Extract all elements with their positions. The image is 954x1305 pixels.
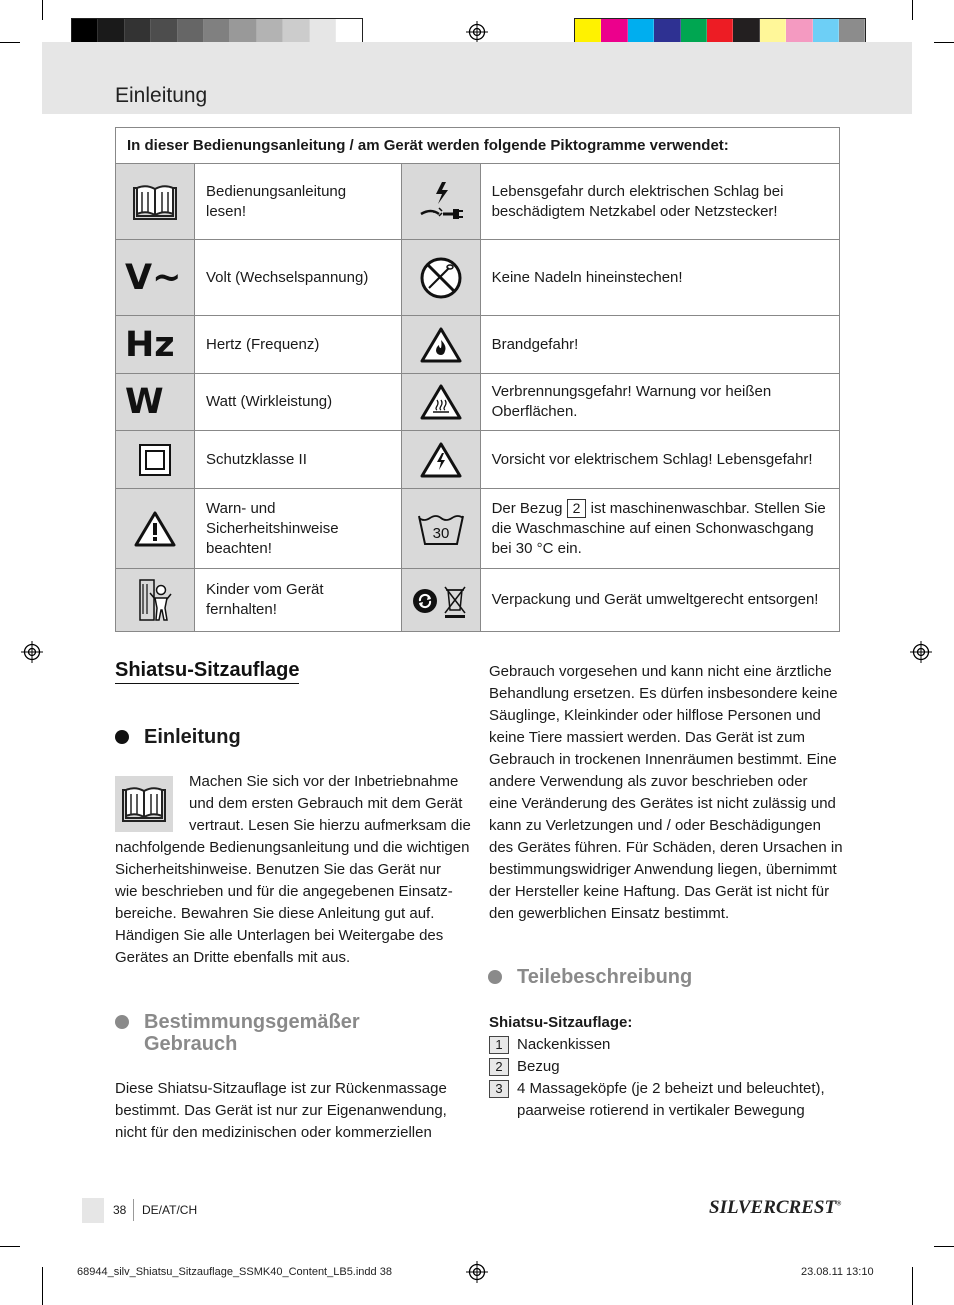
part-number: 2 (489, 1058, 509, 1076)
pictogram-label: Verpackung und Gerät umweltgerecht entsorgen! (480, 569, 839, 632)
section-title: Einleitung (144, 726, 241, 748)
text-line: der Hersteller keine Haftung. Das Gerät ist nicht für (489, 883, 830, 900)
hertz-symbol (116, 316, 195, 374)
watt-symbol (116, 374, 195, 431)
part-label: Bezug (517, 1058, 560, 1075)
crop-mark (934, 42, 954, 43)
part-reference: 2 (567, 499, 587, 518)
crop-mark (0, 42, 20, 43)
pictogram-label: Vorsicht vor elektrischem Schlag! Lebensgefahr! (480, 431, 839, 489)
text-line: Händigen Sie alle Unterlagen bei Weitergabe des (115, 927, 444, 944)
text-line: Sicherheitshinweise. Benutzen Sie das Gerät nur (115, 861, 442, 878)
text-line: Säuglinge, Kleinkinder oder hilflose Personen und (489, 707, 821, 724)
registration-mark-icon (21, 641, 43, 663)
page-title: Einleitung (115, 84, 208, 107)
text-line: wie beschrieben und für die angegebenen Einsatz- (115, 883, 453, 900)
section-heading-bestimmung (144, 1011, 360, 1055)
text-line: kann zu Verletzungen und / oder Beschädigungen (489, 817, 821, 834)
section-title: Teilebeschreibung (517, 966, 693, 988)
table-row (116, 240, 840, 316)
protection-class-ii-icon (116, 431, 195, 489)
keep-away-children-icon (116, 569, 195, 632)
text-line: nachfolgende Bedienungsanleitung und die wichtigen (115, 839, 470, 856)
divider (133, 1199, 134, 1221)
table-row (116, 316, 840, 374)
parts-subheading: Shiatsu-Sitzauflage: (489, 1014, 633, 1031)
list-item (489, 1078, 849, 1122)
watt-symbol-text: W (125, 382, 164, 422)
table-row (116, 431, 840, 489)
text-line: Behandlung ersetzen. Es dürfen insbesondere keine (489, 685, 838, 702)
table-row (116, 374, 840, 431)
page-number: 38 (113, 1203, 127, 1217)
pictogram-label: Warn- und Sicherheitshinweise beachten! (195, 489, 402, 569)
registration-mark-icon (466, 1261, 488, 1283)
wash-30-icon (401, 489, 480, 569)
registration-mark-icon (466, 21, 488, 43)
crop-mark (912, 0, 913, 20)
section-heading-teile (517, 966, 692, 988)
crop-mark (42, 1267, 43, 1305)
table-heading: In dieser Bedienungsanleitung / am Gerät werden folgende Piktogramme verwendet: (116, 128, 840, 164)
registration-mark-icon (910, 641, 932, 663)
table-row (116, 489, 840, 569)
pictogram-label: Lebensgefahr durch elektrischen Schlag bei beschädigtem Netzkabel oder Netzstecker! (480, 164, 839, 240)
text-line: nicht für den medizinischen oder kommerziellen (115, 1124, 432, 1141)
text-line: Diese Shiatsu-Sitzauflage ist zur Rückenmassage (115, 1080, 447, 1097)
wash-temperature-text: 30 (432, 524, 449, 542)
registered-mark: ® (836, 1199, 842, 1208)
volt-symbol-text: V~ (125, 257, 182, 298)
section-bullet (115, 1015, 129, 1029)
crop-mark (912, 1267, 913, 1305)
page-marker (82, 1198, 104, 1223)
hertz-symbol-text: Hz (125, 324, 175, 365)
part-label: Nackenkissen (517, 1036, 611, 1053)
text-line: den gewerblichen Einsatz bestimmt. (489, 905, 730, 922)
warning-icon (116, 489, 195, 569)
hot-surface-warning-icon (401, 374, 480, 431)
part-number: 1 (489, 1036, 509, 1054)
pictogram-label: Schutzklasse II (195, 431, 402, 489)
pictogram-label: Hertz (Frequenz) (195, 316, 402, 374)
text-line: bestimmungswidriger Anwendung liegen, übernimmt (489, 861, 837, 878)
electric-shock-warning-icon (401, 431, 480, 489)
text-line: Machen Sie sich vor der Inbetriebnahme (189, 773, 459, 790)
fire-warning-icon (401, 316, 480, 374)
book-icon (116, 164, 195, 240)
pictogram-label (480, 489, 839, 569)
part-label: 4 Massageköpfe (je 2 beheizt und beleuchtet), paarweise rotierend in vertikaler Bewegung (517, 1080, 825, 1119)
usage-paragraph-continued (489, 661, 849, 925)
slug-date: 23.08.11 13:10 (801, 1266, 874, 1278)
part-number: 3 (489, 1080, 509, 1098)
chapter-header (42, 42, 912, 114)
no-needles-icon (401, 240, 480, 316)
table-row (116, 569, 840, 632)
pictogram-label: Bedienungsanleitung lesen! (195, 164, 402, 240)
text-line: Gebrauch vorgesehen und kann nicht eine ärztliche (489, 663, 832, 680)
pictogram-table (115, 127, 840, 632)
wash-text-b: ist maschinenwaschbar. Stellen Sie die Waschmaschine auf einen Schonwaschgang bei 30 °C ein. (491, 499, 826, 557)
intro-paragraph (115, 771, 475, 969)
brand-logo (709, 1197, 841, 1219)
pictogram-label: Volt (Wechselspannung) (195, 240, 402, 316)
list-item (489, 1034, 849, 1056)
volt-symbol (116, 240, 195, 316)
list-item (489, 1056, 849, 1078)
text-line: eine Veränderung des Gerätes ist nicht zulässig und (489, 795, 836, 812)
text-line: bestimmt. Das Gerät ist nur zur Eigenanwendung, (115, 1102, 447, 1119)
section-title-line: Gebrauch (144, 1033, 238, 1055)
region-label: DE/AT/CH (142, 1203, 198, 1217)
section-title-line: Bestimmungsgemäßer (144, 1011, 360, 1033)
file-slug: 68944_silv_Shiatsu_Sitzauflage_SSMK40_Content_LB5.indd 38 (77, 1266, 392, 1278)
text-line: des Gerätes führen. Für Schäden, deren Ursachen in (489, 839, 843, 856)
section-bullet (488, 970, 502, 984)
crop-mark (934, 1246, 954, 1247)
text-line: vertraut. Lesen Sie hierzu aufmerksam die (189, 817, 471, 834)
text-line: keine Tiere massiert werden. Das Gerät ist zum (489, 729, 805, 746)
pictogram-label: Kinder vom Gerät fernhalten! (195, 569, 402, 632)
wash-text-a: Der Bezug (491, 499, 563, 517)
recycling-icon (401, 569, 480, 632)
damaged-cable-icon (401, 164, 480, 240)
table-row (116, 164, 840, 240)
text-line: andere Verwendung als zuvor beschrieben oder (489, 773, 808, 790)
pictogram-label: Keine Nadeln hineinstechen! (480, 240, 839, 316)
pictogram-label: Brandgefahr! (480, 316, 839, 374)
text-line: und dem ersten Gebrauch mit dem Gerät (189, 795, 463, 812)
pictogram-label: Verbrennungsgefahr! Warnung vor heißen Oberflächen. (480, 374, 839, 431)
text-line: Gerätes an Dritte ebenfalls mit aus. (115, 949, 351, 966)
crop-mark (0, 1246, 20, 1247)
table-header-row (116, 128, 840, 164)
crop-mark (42, 0, 43, 20)
brand-logo-text: SILVERCREST (709, 1197, 837, 1218)
text-line: Gebrauch in trockenen Innenräumen bestimmt. Eine (489, 751, 837, 768)
text-line: bereiche. Bewahren Sie diese Anleitung gut auf. (115, 905, 435, 922)
product-title: Shiatsu-Sitzauflage (115, 659, 299, 684)
section-bullet (115, 730, 129, 744)
usage-paragraph (115, 1078, 475, 1144)
pictogram-label: Watt (Wirkleistung) (195, 374, 402, 431)
section-heading-einleitung (144, 726, 241, 748)
